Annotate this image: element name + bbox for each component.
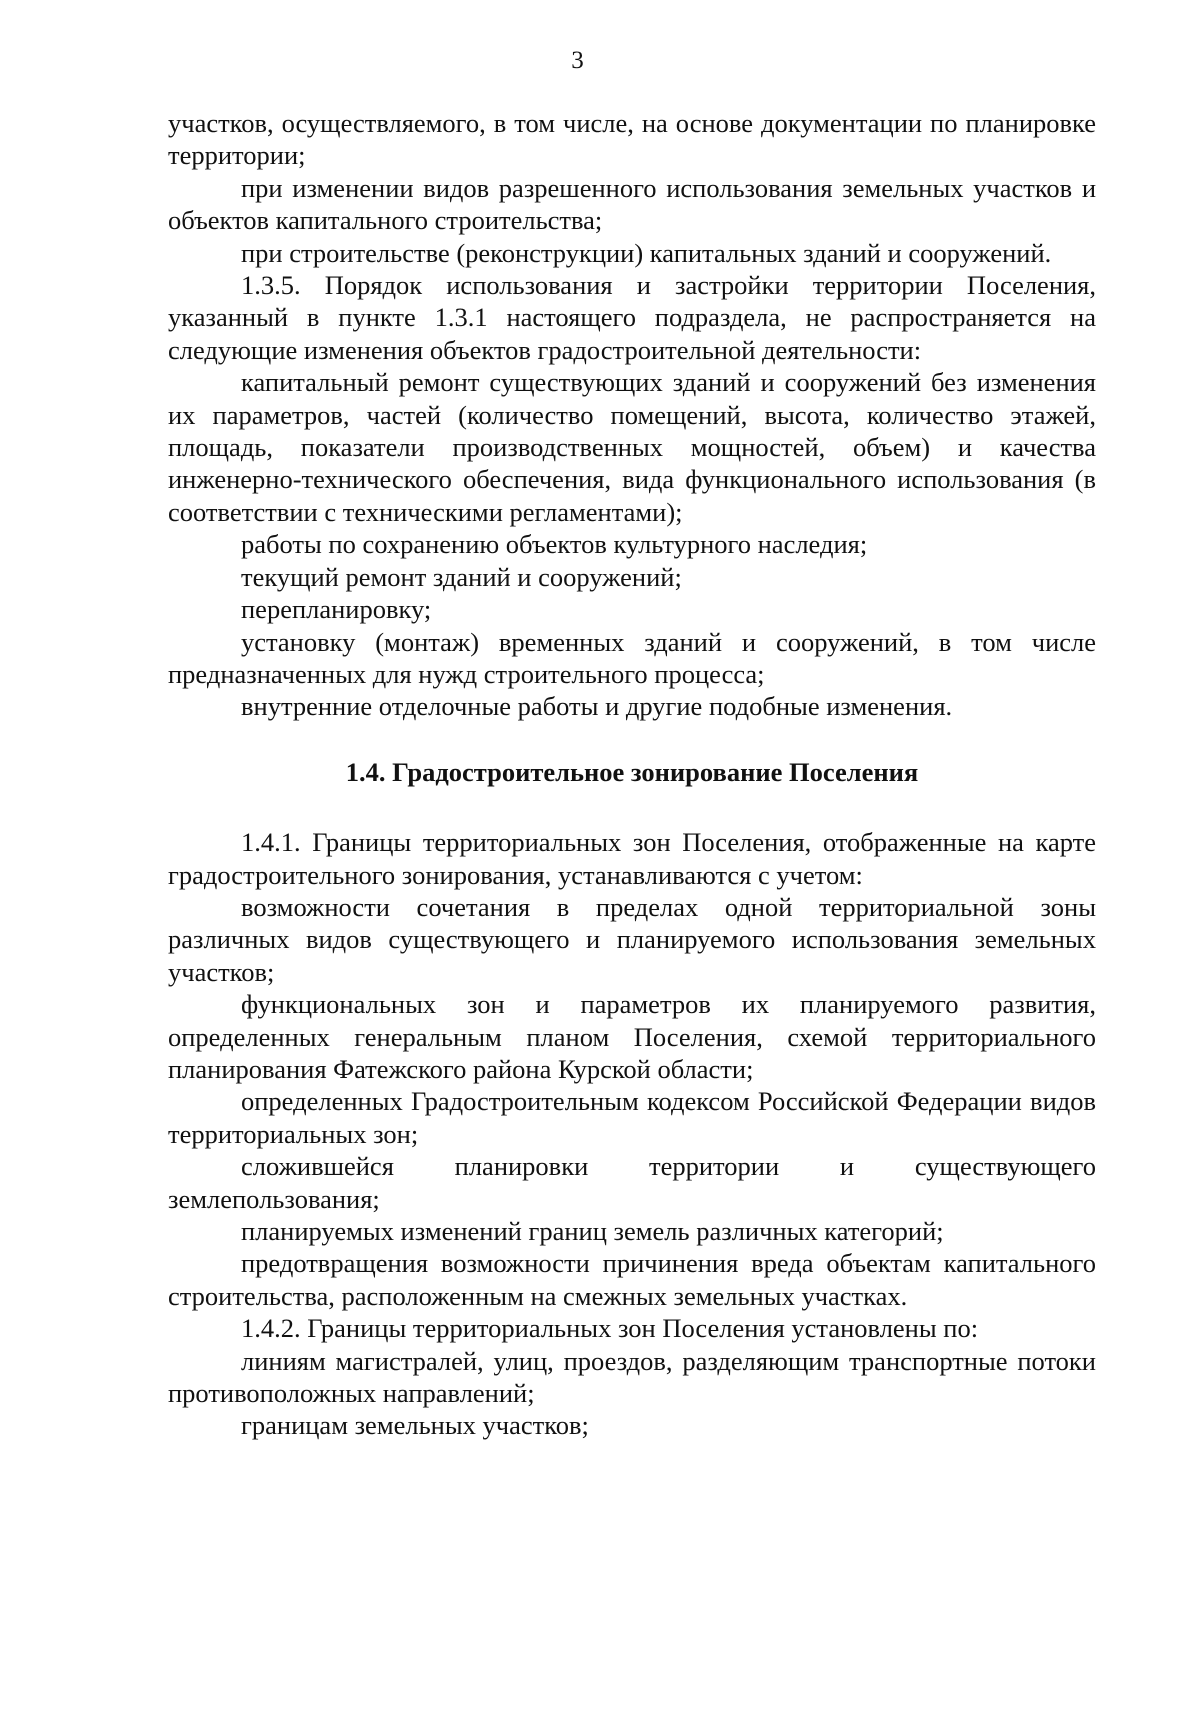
paragraph: 1.3.5. Порядок использования и застройки территории Поселения, указанный в пункте 1.3.1 настоящего подраздела, не распространяется на следующие изменения объектов градостроительной деятельности:: [168, 270, 1096, 365]
paragraph: установку (монтаж) временных зданий и сооружений, в том числе предназначенных для нужд строительного процесса;: [168, 626, 1096, 689]
paragraph: при изменении видов разрешенного использования земельных участков и объектов капитального строительства;: [168, 172, 1096, 236]
section-heading: 1.4. Градостроительное зонирование Поселения: [345, 756, 919, 787]
paragraph: планируемых изменений границ земель различных категорий;: [241, 1216, 944, 1246]
paragraph: сложившейся планировки территории и существующего землепользования;: [168, 1151, 1096, 1214]
paragraph: функциональных зон и параметров их планируемого развития, определенных генеральным планом Поселения, схемой территориального планирования Фатежского района Курской области;: [168, 989, 1096, 1084]
paragraph: работы по сохранению объектов культурного наследия;: [241, 529, 868, 560]
paragraph: капитальный ремонт существующих зданий и сооружений без изменения их параметров, частей (количество помещений, высота, количество этажей, площадь, показатели производственных мощностей, объем) и качества инженерно-технического обеспечения, вида функционального использования (в соответствии с техническими регламентами);: [168, 367, 1096, 527]
document-body: [168, 107, 1096, 1442]
page-number: 3: [571, 47, 584, 74]
section-1-3-continuation: [168, 107, 1096, 723]
paragraph: при строительстве (реконструкции) капитальных зданий и сооружений.: [241, 237, 1052, 268]
paragraph: границам земельных участков;: [241, 1410, 589, 1441]
paragraph: перепланировку;: [241, 594, 432, 625]
paragraph: текущий ремонт зданий и сооружений;: [241, 561, 682, 592]
paragraph: участков, осуществляемого, в том числе, на основе документации по планировке территории;: [168, 108, 1096, 171]
paragraph: линиям магистралей, улиц, проездов, разделяющим транспортные потоки противоположных направлений;: [168, 1345, 1096, 1409]
paragraph: возможности сочетания в пределах одной территориальной зоны различных видов существующего и планируемого использования земельных участков;: [168, 891, 1096, 987]
paragraph: определенных Градостроительным кодексом Российской Федерации видов территориальных зон;: [168, 1086, 1096, 1149]
paragraph: 1.4.1. Границы территориальных зон Поселения, отображенные на карте градостроительного зонирования, устанавливаются с учетом:: [168, 827, 1096, 890]
paragraph: предотвращения возможности причинения вреда объектам капитального строительства, расположенным на смежных земельных участках.: [168, 1248, 1096, 1311]
paragraph: 1.4.2. Границы территориальных зон Поселения установлены по:: [241, 1313, 979, 1344]
paragraph: внутренние отделочные работы и другие подобные изменения.: [241, 691, 953, 722]
section-1-4: [168, 826, 1096, 1442]
